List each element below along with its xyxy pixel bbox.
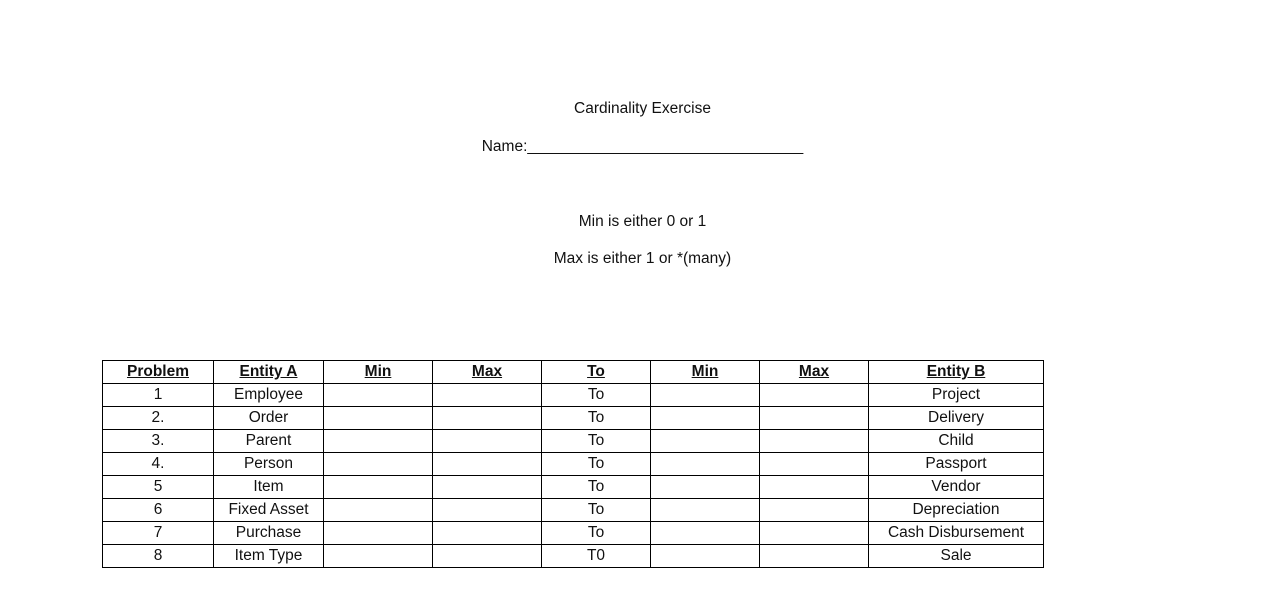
cell-entity-a: Item Type <box>214 545 324 568</box>
cell-problem: 1 <box>103 384 214 407</box>
cell-to: To <box>542 476 651 499</box>
cell-max-b[interactable] <box>760 522 869 545</box>
cell-max-a[interactable] <box>433 384 542 407</box>
cell-min-a[interactable] <box>324 476 433 499</box>
cell-max-b[interactable] <box>760 453 869 476</box>
cell-entity-a: Purchase <box>214 522 324 545</box>
table-row <box>103 407 1044 430</box>
cell-max-b[interactable] <box>760 499 869 522</box>
cell-min-b[interactable] <box>651 476 760 499</box>
cell-max-a[interactable] <box>433 545 542 568</box>
cell-entity-a: Order <box>214 407 324 430</box>
cell-to: To <box>542 499 651 522</box>
cell-min-b[interactable] <box>651 384 760 407</box>
cell-max-a[interactable] <box>433 430 542 453</box>
cell-problem: 5 <box>103 476 214 499</box>
cell-min-a[interactable] <box>324 545 433 568</box>
cell-to: To <box>542 407 651 430</box>
cell-min-a[interactable] <box>324 522 433 545</box>
header-entity-b: Entity B <box>869 361 1044 384</box>
cell-max-a[interactable] <box>433 499 542 522</box>
name-field-line: Name:________________________________ <box>481 138 804 155</box>
cell-max-b[interactable] <box>760 430 869 453</box>
header-max-b: Max <box>760 361 869 384</box>
cell-max-a[interactable] <box>433 522 542 545</box>
cell-problem: 3. <box>103 430 214 453</box>
table-row <box>103 476 1044 499</box>
cell-to: To <box>542 384 651 407</box>
cell-min-b[interactable] <box>651 522 760 545</box>
cell-max-b[interactable] <box>760 384 869 407</box>
cell-entity-b: Project <box>869 384 1044 407</box>
cell-to: To <box>542 453 651 476</box>
cell-max-b[interactable] <box>760 407 869 430</box>
min-rule-text: Min is either 0 or 1 <box>578 213 707 230</box>
document-title: Cardinality Exercise <box>574 100 711 117</box>
cell-min-a[interactable] <box>324 384 433 407</box>
cell-to: To <box>542 522 651 545</box>
table-row <box>103 545 1044 568</box>
cell-min-b[interactable] <box>651 430 760 453</box>
cell-entity-a: Item <box>214 476 324 499</box>
cell-entity-b: Delivery <box>869 407 1044 430</box>
cell-entity-a: Parent <box>214 430 324 453</box>
cell-to: T0 <box>542 545 651 568</box>
cell-min-b[interactable] <box>651 453 760 476</box>
cell-max-a[interactable] <box>433 453 542 476</box>
cardinality-table <box>102 360 1044 568</box>
table-row <box>103 522 1044 545</box>
cell-entity-b: Sale <box>869 545 1044 568</box>
table-row <box>103 430 1044 453</box>
cell-entity-a: Employee <box>214 384 324 407</box>
header-problem: Problem <box>103 361 214 384</box>
header-min-b: Min <box>651 361 760 384</box>
header-min-a: Min <box>324 361 433 384</box>
cell-entity-b: Depreciation <box>869 499 1044 522</box>
cell-problem: 8 <box>103 545 214 568</box>
cell-problem: 7 <box>103 522 214 545</box>
cell-min-a[interactable] <box>324 453 433 476</box>
cell-to: To <box>542 430 651 453</box>
header-entity-a: Entity A <box>214 361 324 384</box>
cell-max-b[interactable] <box>760 476 869 499</box>
cell-entity-b: Child <box>869 430 1044 453</box>
cell-entity-b: Vendor <box>869 476 1044 499</box>
cell-entity-a: Fixed Asset <box>214 499 324 522</box>
cell-min-a[interactable] <box>324 499 433 522</box>
cell-problem: 4. <box>103 453 214 476</box>
cell-entity-a: Person <box>214 453 324 476</box>
cell-max-a[interactable] <box>433 407 542 430</box>
cell-min-a[interactable] <box>324 407 433 430</box>
cell-problem: 6 <box>103 499 214 522</box>
cell-entity-b: Passport <box>869 453 1044 476</box>
header-max-a: Max <box>433 361 542 384</box>
cell-min-b[interactable] <box>651 499 760 522</box>
cell-min-b[interactable] <box>651 407 760 430</box>
table-row <box>103 499 1044 522</box>
cell-min-b[interactable] <box>651 545 760 568</box>
cell-problem: 2. <box>103 407 214 430</box>
table-header-row <box>103 361 1044 384</box>
cell-max-b[interactable] <box>760 545 869 568</box>
table-row <box>103 453 1044 476</box>
cell-entity-b: Cash Disbursement <box>869 522 1044 545</box>
max-rule-text: Max is either 1 or *(many) <box>553 250 732 267</box>
cell-max-a[interactable] <box>433 476 542 499</box>
header-to: To <box>542 361 651 384</box>
table-row <box>103 384 1044 407</box>
cell-min-a[interactable] <box>324 430 433 453</box>
